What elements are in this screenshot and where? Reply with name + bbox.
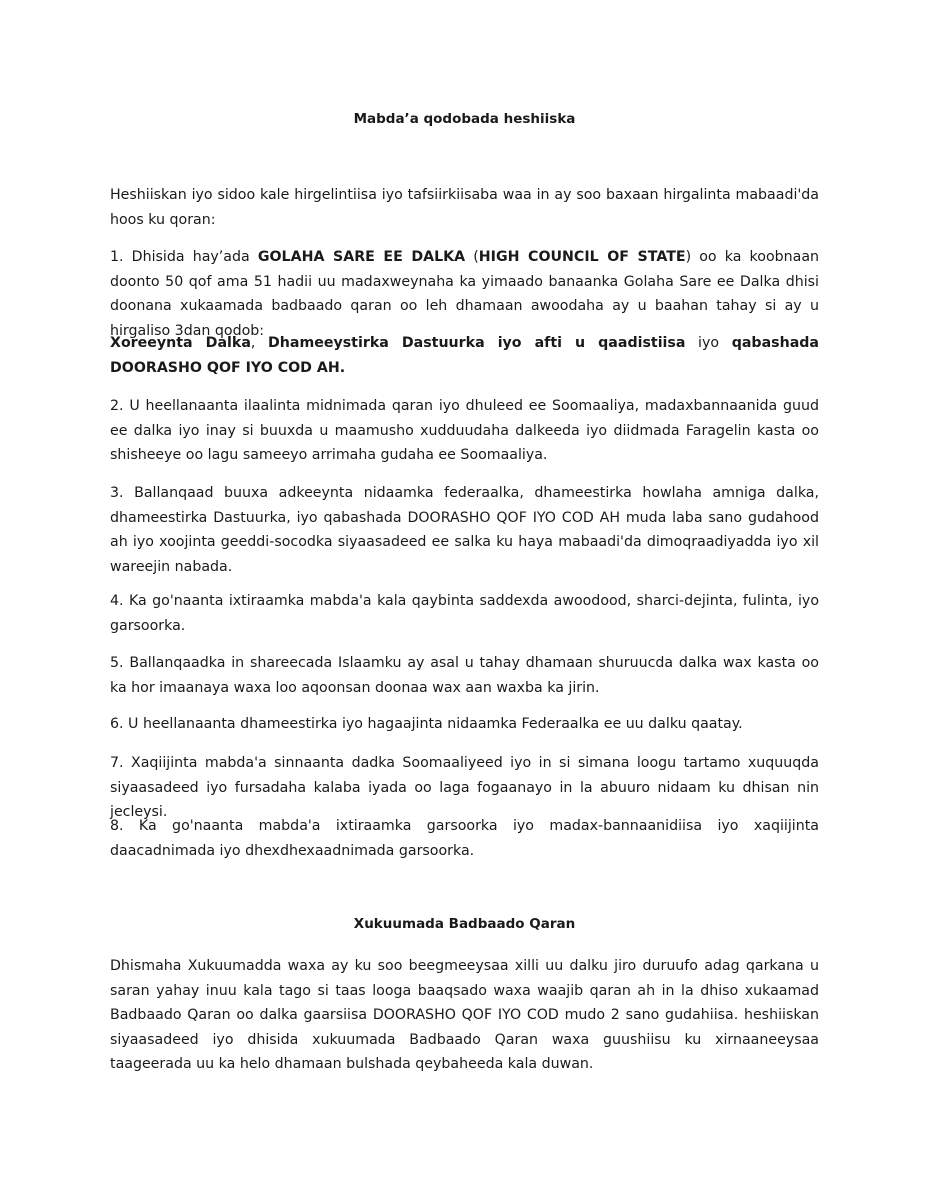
item1-paren: ( — [465, 249, 479, 265]
section-title-principles: Mabda’a qodobada heshiiska — [353, 111, 576, 127]
goal-liberation: Xoreeynta Dalka — [110, 335, 251, 351]
principle-item-3: 3. Ballanqaad buuxa adkeeynta nidaamka federaalka, dhameestirka howlaha amniga dalka, dhameestirka Dastuurka, iyo qabashada DOORASHO QOF IYO COD AH muda laba sano gudahood ah iyo xoojinta geeddi-socodka siyaasadeed ee salka ku haya mabaadi'da dimoqraadiyadda iyo xil wareejin nabada. — [110, 485, 819, 575]
goal-sep-1: , — [250, 335, 269, 351]
goal-sep-2: iyo — [685, 335, 732, 351]
goal-election: qabashada DOORASHO QOF IYO COD AH. — [110, 335, 819, 376]
item1-pre: 1. Dhisida hay’ada — [110, 249, 258, 265]
principle-item-2: 2. U heellanaanta ilaalinta midnimada qaran iyo dhuleed ee Soomaaliya, madaxbannaanida guud ee dalka iyo inay si buuxda u maamusho xudduudaha dalkeeda iyo diidmada Faragelin kasta oo shisheeye oo lagu sameeyo arrimaha gudaha ee Soomaaliya. — [110, 398, 819, 463]
item1-post: ) oo ka koobnaan doonto 50 qof ama 51 hadii uu madaxweynaha ka yimaado banaanka Golaha Sare ee Dalka dhisi doonana xukaamada badbaado qaran oo leh dhamaan awoodaha ay u baahan tahay si ay u hirgaliso 3dan qodob: — [110, 249, 820, 339]
goal-constitution: Dhameeystirka Dastuurka iyo afti u qaadistiisa — [268, 335, 686, 351]
section-title-government: Xukuumada Badbaado Qaran — [353, 916, 576, 932]
principle-item-8: 8. Ka go'naanta mabda'a ixtiraamka garsoorka iyo madax-bannaanidiisa iyo xaqiijinta daacadnimada iyo dhexdhexaadnimada garsoorka. — [110, 818, 819, 859]
intro-paragraph: Heshiiskan iyo sidoo kale hirgelintiisa iyo tafsiirkiisaba waa in ay soo baxaan hirgalinta mabaadi'da hoos ku qoran: — [110, 187, 819, 228]
item1-bold-council: GOLAHA SARE EE DALKA — [257, 249, 466, 265]
government-paragraph: Dhismaha Xukuumadda waxa ay ku soo beegmeeysaa xilli uu dalku jiro duruufo adag qarkana u saran yahay inuu kala tago si taas looga baaqsado waxa waajib qaran ah in la dhiso xukaamad Badbaado Qaran oo dalka gaarsiisa DOORASHO QOF IYO COD mudo 2 sano gudahiisa. heshiiskan siyaasadeed iyo dhisida xukuumada Badbaado Qaran waxa guushiisu ku xirnaaneeysaa taageerada uu ka helo dhamaan bulshada qeybaheeda kala duwan. — [110, 958, 819, 1072]
principle-item-1 — [110, 245, 819, 343]
principle-item-5: 5. Ballanqaadka in shareecada Islaamku ay asal u tahay dhamaan shuruucda dalka wax kasta oo ka hor imaanaya waxa loo aqoonsan doonaa wax aan waxba ka jirin. — [110, 655, 819, 696]
principle-item-4: 4. Ka go'naanta ixtiraamka mabda'a kala qaybinta saddexda awoodood, sharci-dejinta, fulinta, iyo garsoorka. — [110, 593, 819, 634]
principle-item-7: 7. Xaqiijinta mabda'a sinnaanta dadka Soomaaliyeed iyo in si simana loogu tartamo xuquuqda siyaasadeed iyo fursadaha kalaba iyada oo laga fogaanayo in la abuuro nidaam ku dhisan nin jecleysi. — [110, 755, 819, 820]
principle-item-6: 6. U heellanaanta dhameestirka iyo hagaajinta nidaamka Federaalka ee uu dalku qaatay. — [110, 716, 743, 732]
principle-item-1-goals — [110, 331, 819, 380]
item1-bold-council-en: HIGH COUNCIL OF STATE — [478, 249, 686, 265]
